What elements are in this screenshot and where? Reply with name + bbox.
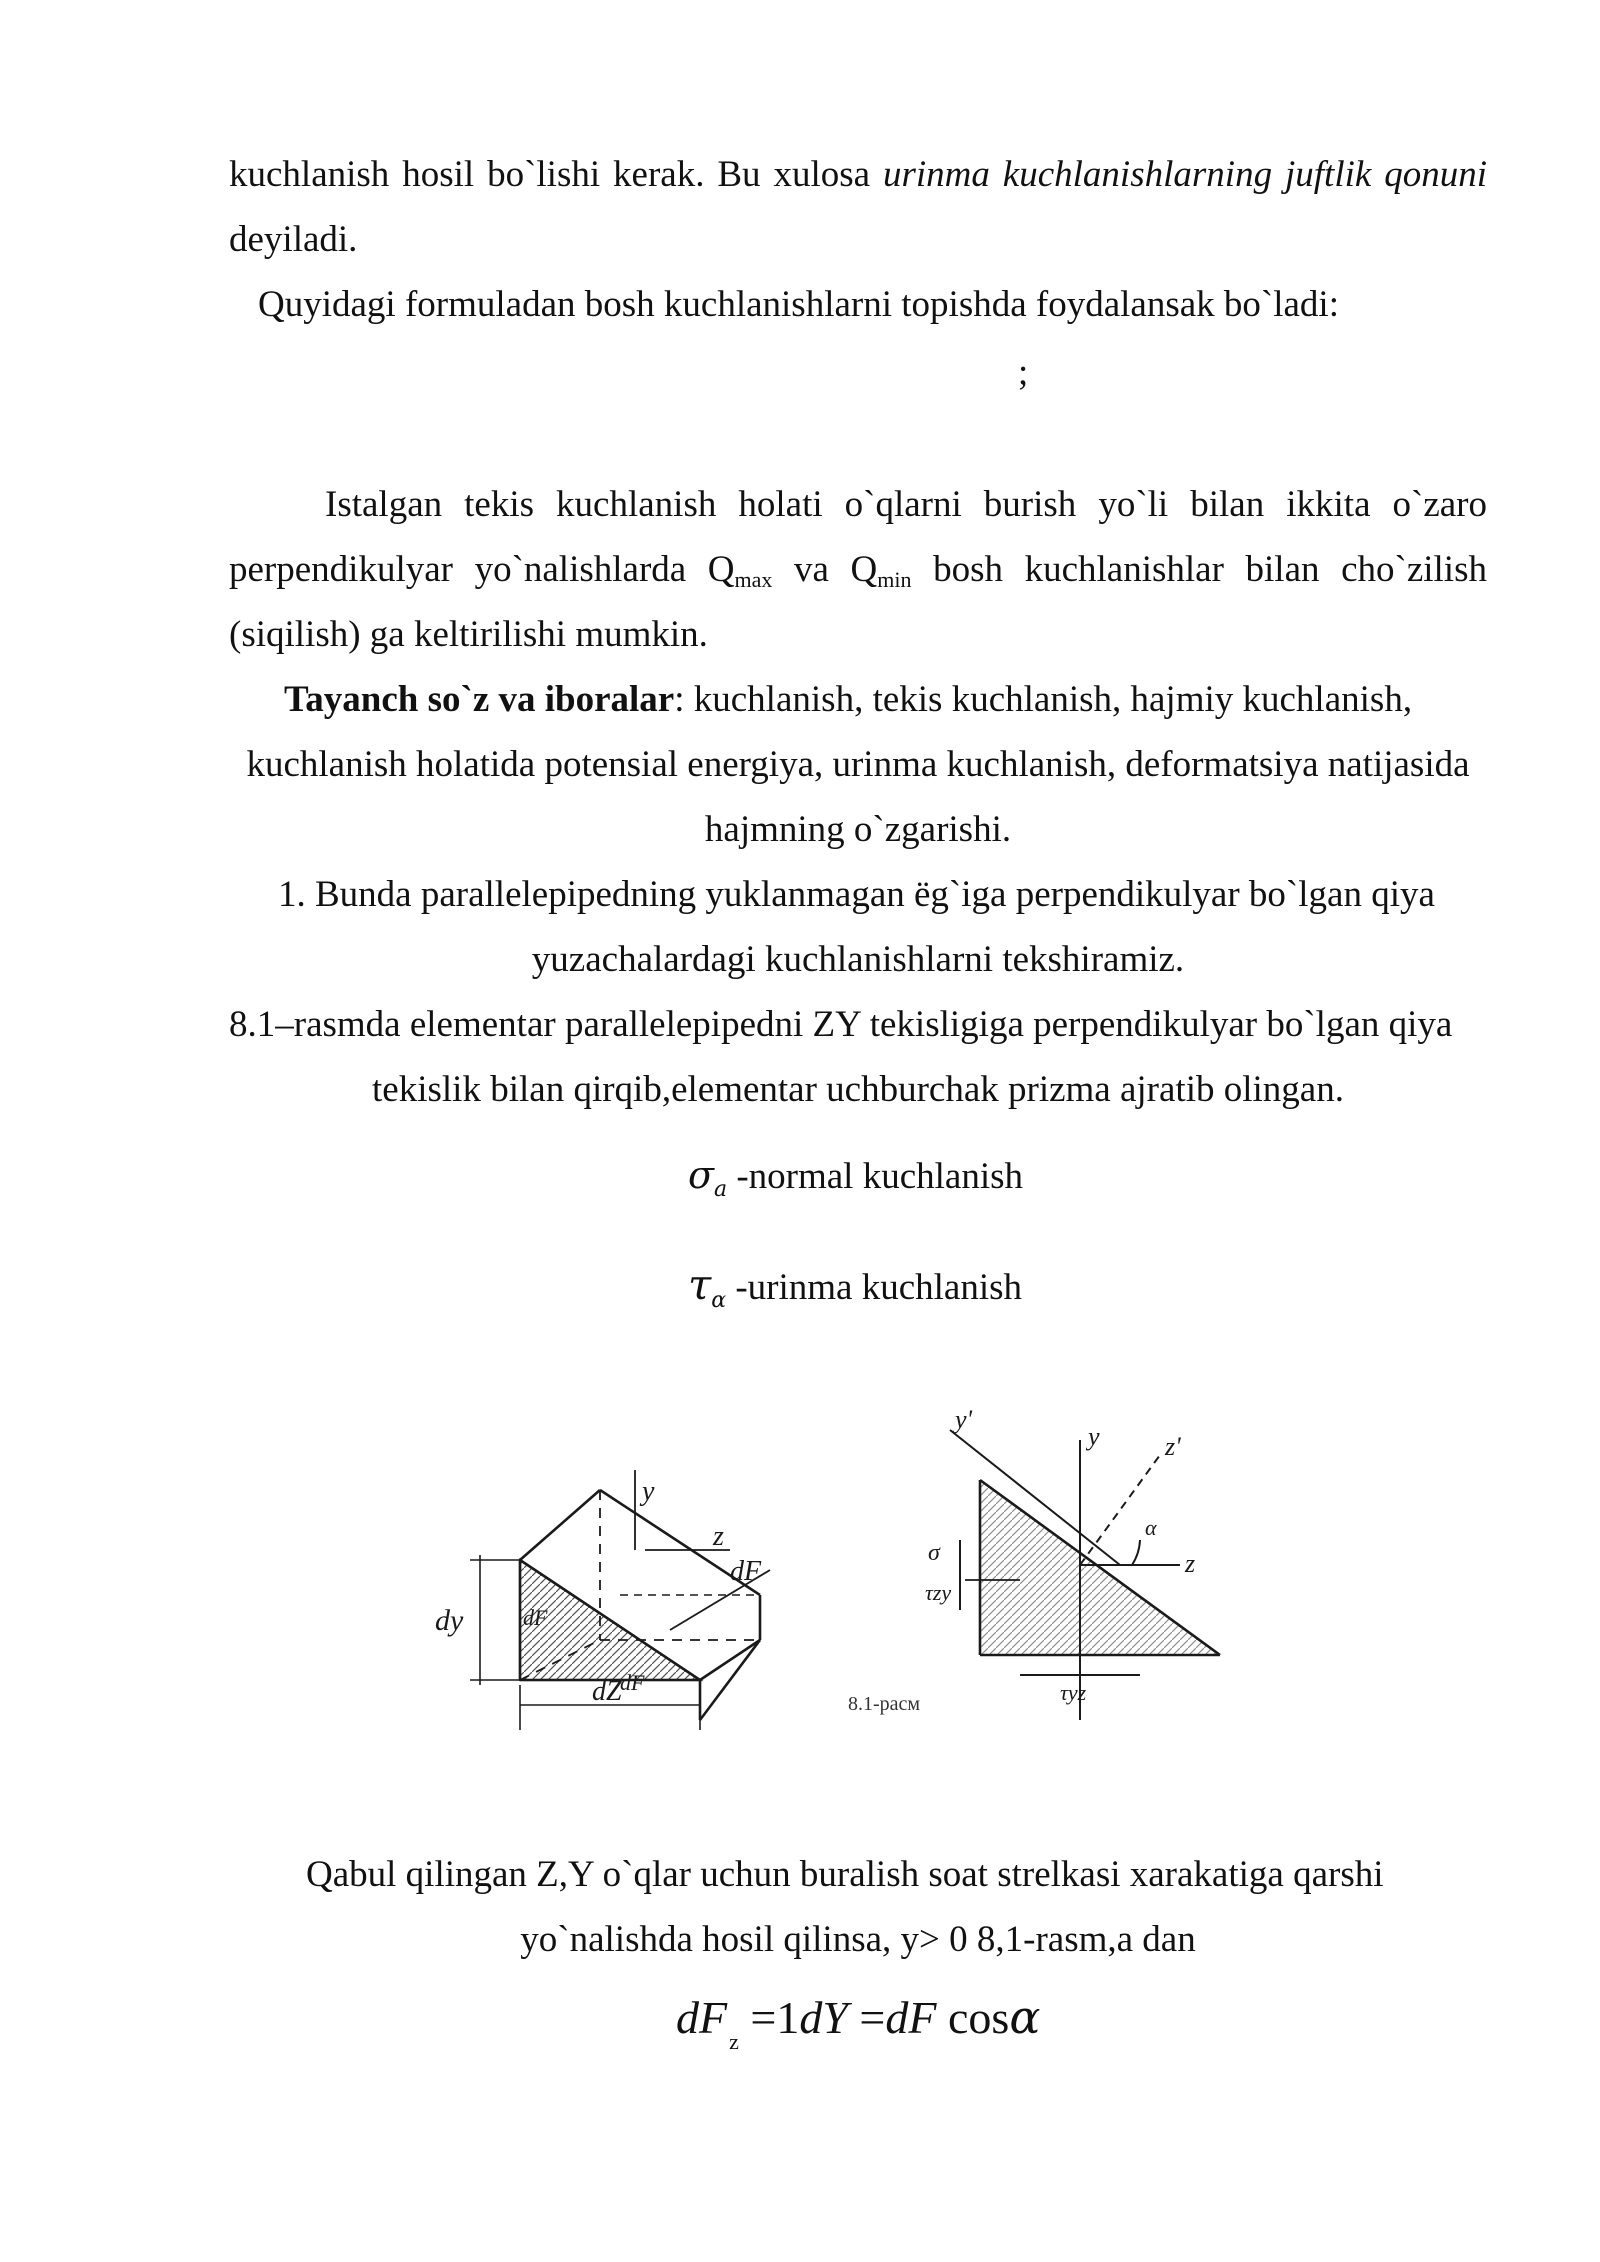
text-line — [229, 547, 1487, 603]
y-label: y — [1088, 1422, 1100, 1451]
formula-term: dY — [799, 1992, 848, 2043]
text-span: -urinma kuchlanish — [726, 1267, 1023, 1308]
text-line — [229, 152, 1487, 198]
formula-operator: = — [847, 1992, 886, 2043]
dFy-label: dF — [620, 1670, 645, 1695]
formula-term: 1 — [776, 1992, 800, 2043]
sigma-symbol: σ — [688, 1153, 714, 1197]
text-span: bosh kuchlanishlar bilan cho`zilish — [911, 549, 1487, 590]
tau-symbol: τ — [688, 1260, 712, 1309]
subscript: min — [877, 567, 912, 592]
text-line: yo`nalishda hosil qilinsa, y> 0 8,1-rasm,a dan — [520, 1919, 1196, 1960]
formula-placeholder-semicolon: ; — [1018, 352, 1029, 393]
text-line: hajmning o`zgarishi. — [704, 809, 1012, 850]
text-line: Qabul qilingan Z,Y o`qlar uchun buralish soat strelkasi xarakatiga qarshi — [306, 1854, 1384, 1895]
dFz-label: dF — [523, 1605, 548, 1630]
text-line: kuchlanish holatida potensial energiya, urinma kuchlanish, deformatsiya natijasida — [246, 744, 1470, 785]
y-prime-label: y' — [955, 1405, 973, 1434]
formula-subscript: z — [729, 2029, 739, 2054]
subscript: α — [711, 1288, 727, 1313]
formula-term: dF — [885, 1992, 937, 2043]
keywords-label: Tayanch so`z va iboralar — [284, 679, 675, 720]
text-span: -normal kuchlanish — [727, 1156, 1024, 1197]
y-axis-label: y — [642, 1476, 655, 1507]
text-line: 1. Bunda parallelepipedning yuklanmagan ёg`iga perpendikulyar bo`lgan qiya — [278, 874, 1435, 915]
text-line: Istalgan tekis kuchlanish holati o`qlarni burish yo`li bilan ikkita o`zaro — [325, 484, 1487, 525]
stress-triangle-drawing — [950, 1430, 1220, 1720]
text-line: Quyidagi formuladan bosh kuchlanishlarni topishda foydalansak bo`ladi: — [258, 284, 1339, 325]
tau-zy-label: τzy — [925, 1580, 952, 1605]
sigma-definition — [688, 1152, 1023, 1213]
dz-label: dZ — [592, 1676, 622, 1707]
text-line: yuzachalardagi kuchlanishlarni tekshiramiz. — [531, 939, 1185, 980]
text-line: tekislik bilan qirqib,elementar uchburchak prizma ajratib olingan. — [372, 1069, 1344, 1110]
text-span: perpendikulyar yo`nalishlarda Q — [229, 549, 735, 590]
italic-term: urinma kuchlanishlarning juftlik qonuni — [883, 154, 1487, 195]
alpha-label: α — [1145, 1515, 1157, 1540]
keywords-line — [284, 677, 1412, 723]
formula-function: cos — [936, 1992, 1010, 2043]
z-prime-label: z' — [1165, 1432, 1181, 1461]
figure-caption: 8.1-расм — [848, 1693, 921, 1715]
formula-dFz — [676, 1990, 1040, 2055]
text-span: : kuchlanish, tekis kuchlanish, hajmiy kuchlanish, — [674, 679, 1413, 720]
tau-yz-label: τyz — [1060, 1680, 1087, 1705]
subscript: max — [734, 567, 773, 592]
z-axis-label: z — [713, 1521, 724, 1552]
z-label: z — [1185, 1549, 1196, 1578]
text-span: va Q — [772, 549, 878, 590]
sigma-label: σ — [928, 1540, 940, 1566]
text-line: 8.1–rasmda elementar parallelepipedni ZY tekisligiga perpendikulyar bo`lgan qiya — [229, 1004, 1453, 1045]
formula-operator: = — [738, 1992, 777, 2043]
text-line: deyiladi. — [229, 219, 358, 260]
text-line: (siqilish) ga keltirilishi mumkin. — [229, 614, 708, 655]
dy-label: dy — [435, 1604, 464, 1637]
dF-label: dF — [730, 1556, 762, 1587]
figure-8-1 — [420, 1400, 1240, 1760]
subscript: a — [713, 1177, 728, 1202]
text-span: kuchlanish hosil bo`lishi kerak. Bu xulosa — [229, 154, 883, 195]
formula-term: dF — [676, 1992, 728, 2043]
formula-alpha: α — [1009, 1990, 1041, 2044]
tau-definition — [688, 1262, 1022, 1324]
